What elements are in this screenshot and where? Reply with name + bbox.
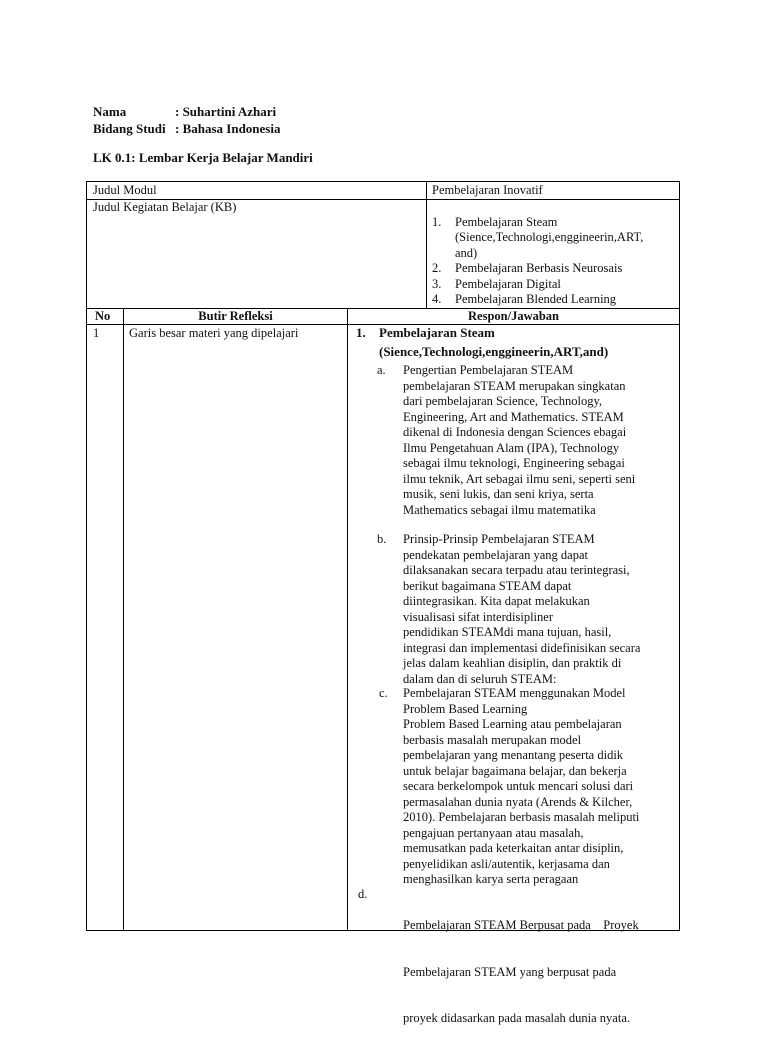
- kb-item-number: 1.: [432, 215, 442, 229]
- section-line: musik, seni lukis, dan seni kriya, serta: [403, 487, 594, 501]
- section-line: visualisasi sifat interdisipliner: [403, 609, 553, 624]
- section-line: pembelajaran STEAM merupakan singkatan: [403, 378, 626, 393]
- module-label: Judul Modul: [93, 183, 157, 197]
- section-line: Pembelajaran STEAM Berpusat pada Proyek: [403, 918, 639, 932]
- section-marker: d.: [358, 887, 368, 901]
- section-line: proyek didasarkan pada masalah dunia nyata.: [403, 1011, 630, 1025]
- section-line: sebagai ilmu teknologi, Engineering sebagai: [403, 456, 625, 470]
- section-line: permasalahan dunia nyata (Arends & Kilcher,: [403, 794, 633, 809]
- section-line: pengajuan pertanyaan atau masalah,: [403, 825, 584, 840]
- kb-item-text: Pembelajaran Digital: [455, 277, 561, 291]
- section-line: integrasi dan implementasi didefinisikan secara: [403, 640, 641, 655]
- section-body: [403, 532, 679, 687]
- section-marker: b.: [377, 532, 387, 546]
- kb-item-text: Pembelajaran Berbasis Neurosais: [455, 261, 623, 275]
- kb-item-number: 3.: [432, 277, 442, 291]
- name-label: Nama: [93, 104, 127, 119]
- section-line: berbasis masalah merupakan model: [403, 732, 582, 747]
- row-butir: Garis besar materi yang dipelajari: [129, 326, 299, 340]
- section-line: dari pembelajaran Science, Technology,: [403, 394, 603, 408]
- answer-subtitle: (Sience,Technologi,enggineerin,ART,and): [379, 344, 609, 359]
- section-line: secara berkelompok untuk mencari solusi dari: [403, 779, 634, 793]
- section-line: pendekatan pembelajaran yang dapat: [403, 547, 588, 562]
- section-line: memusatkan pada keterkaitan antar disiplin,: [403, 841, 624, 855]
- section-body: [403, 686, 679, 888]
- section-line: pendidikan STEAMdi mana tujuan, hasil,: [403, 625, 612, 639]
- field-value: : Bahasa Indonesia: [175, 121, 281, 136]
- section-line: diintegrasikan. Kita dapat melakukan: [403, 594, 590, 608]
- section-line: Prinsip-Prinsip Pembelajaran STEAM: [403, 532, 595, 546]
- kb-item-number: 4.: [432, 292, 442, 306]
- col-divider: [347, 308, 348, 930]
- col-divider: [123, 308, 124, 930]
- field-row: [93, 121, 280, 137]
- section-line: dikenal di Indonesia dengan Sciences ebagai: [403, 425, 627, 439]
- col-divider: [426, 182, 427, 308]
- section-line: menghasilkan karya serta peragaan: [403, 872, 579, 886]
- section-line: Ilmu Pengetahuan Alam (IPA), Technology: [403, 440, 620, 455]
- name-value: : Suhartini Azhari: [175, 104, 277, 119]
- row-number: 1: [93, 326, 100, 340]
- kb-item-text: Pembelajaran Steam: [455, 215, 558, 229]
- col-header-respon: Respon/Jawaban: [468, 309, 559, 323]
- section-line: 2010). Pembelajaran berbasis masalah meliputi: [403, 810, 640, 824]
- worksheet-title: LK 0.1: Lembar Kerja Belajar Mandiri: [93, 150, 313, 165]
- section-marker: c.: [379, 686, 388, 700]
- name-row: [93, 104, 276, 120]
- kb-item-text: and): [455, 246, 478, 260]
- section-line: Pembelajaran STEAM yang berpusat pada: [403, 964, 617, 979]
- kb-item-text: (Sience,Technologi,enggineerin,ART,: [455, 230, 644, 244]
- section-line: Pembelajaran STEAM menggunakan Model: [403, 686, 626, 700]
- kb-item-text: Pembelajaran Blended Learning: [455, 292, 617, 306]
- section-body: [403, 363, 679, 518]
- section-line: Problem Based Learning atau pembelajaran: [403, 717, 622, 731]
- section-marker: a.: [377, 363, 386, 377]
- section-line: penyelidikan asli/autentik, kerjasama dan: [403, 856, 610, 871]
- section-line: dilaksanakan secara terpadu atau terintegrasi,: [403, 563, 630, 577]
- section-line: pembelajaran yang menantang peserta didik: [403, 748, 624, 762]
- section-line: jelas dalam keahlian disiplin, dan praktik di: [403, 656, 622, 670]
- answer-title: Pembelajaran Steam: [379, 325, 495, 340]
- kb-item-number: 2.: [432, 261, 442, 275]
- section-line: dalam dan di seluruh STEAM:: [403, 671, 557, 686]
- reflection-table: [86, 181, 680, 1025]
- module-value: Pembelajaran Inovatif: [432, 183, 543, 197]
- col-header-butir: Butir Refleksi: [198, 309, 273, 323]
- kb-label: Judul Kegiatan Belajar (KB): [93, 200, 237, 214]
- section-line: Mathematics sebagai ilmu matematika: [403, 502, 596, 517]
- section-line: untuk belajar bagaimana belajar, dan bekerja: [403, 763, 627, 778]
- col-header-no: No: [95, 309, 111, 323]
- answer-number: 1.: [356, 325, 366, 340]
- section-line: Pengertian Pembelajaran STEAM: [403, 363, 574, 377]
- section-line: ilmu teknik, Art sebagai ilmu seni, seperti seni: [403, 471, 636, 486]
- section-body: [403, 887, 679, 1058]
- section-line: berikut bagaimana STEAM dapat: [403, 578, 572, 593]
- section-line: Engineering, Art and Mathematics. STEAM: [403, 409, 624, 424]
- section-line: Problem Based Learning: [403, 701, 528, 716]
- field-label: Bidang Studi: [93, 121, 166, 136]
